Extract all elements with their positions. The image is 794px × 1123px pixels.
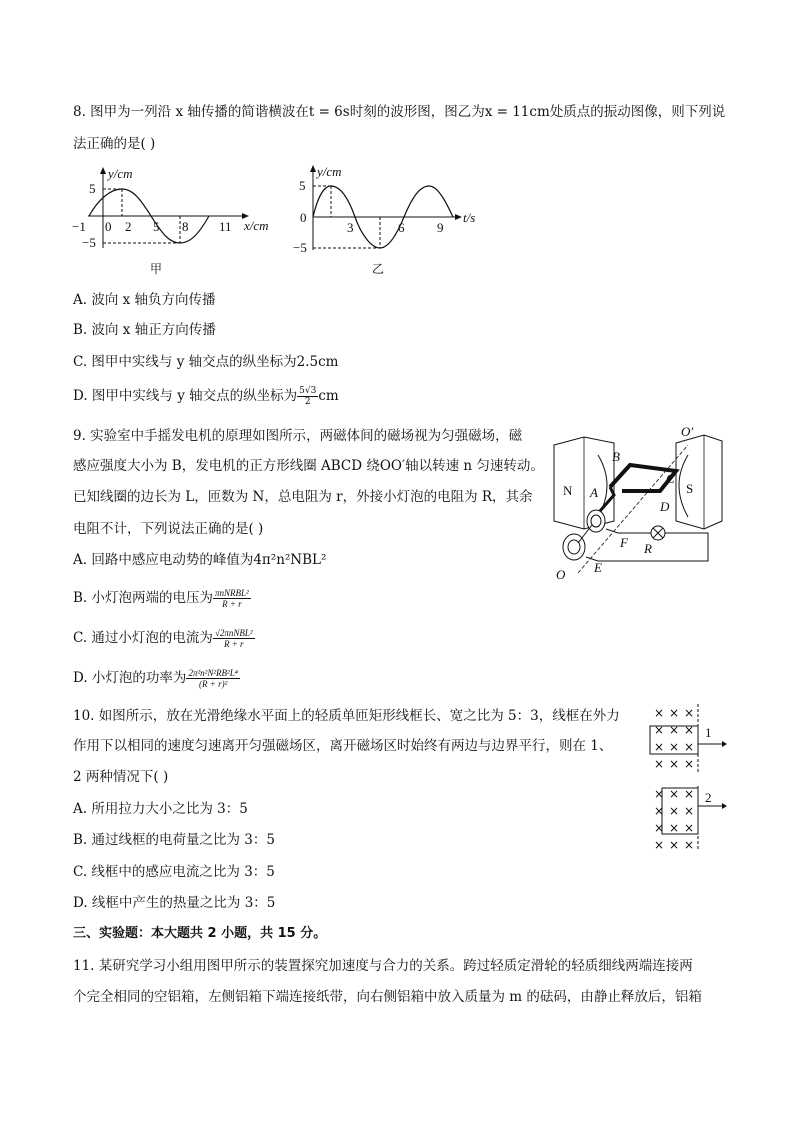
q11-stem-line1: 11. 某研究学习小组用图甲所示的装置探究加速度与合力的关系。跨过轻质定滑轮的轻质细线两端连接两 <box>73 958 693 974</box>
q8-stem-line2: 法正确的是( ) <box>73 136 156 152</box>
svg-text:A: A <box>590 485 598 500</box>
svg-text:×: × <box>669 706 680 720</box>
section-3-heading: 三、实验题：本大题共 2 小题，共 15 分。 <box>73 926 327 941</box>
q9-generator-figure <box>548 425 728 583</box>
svg-text:×: × <box>684 723 695 737</box>
jia-xtick-neg1: −1 <box>72 219 86 234</box>
q8-graph-yi <box>295 160 495 280</box>
yi-xlabel: t/s <box>463 210 476 225</box>
q8-option-d-unit: cm <box>318 388 339 404</box>
q10-option-d[interactable]: D. 线框中产生的热量之比为 3：5 <box>73 895 276 911</box>
svg-text:×: × <box>684 740 695 754</box>
yi-ytick-5: 5 <box>299 178 306 193</box>
yi-caption: 乙 <box>372 262 385 276</box>
jia-xtick-0: 0 <box>105 219 112 234</box>
svg-text:B: B <box>612 449 620 464</box>
svg-text:S: S <box>686 481 694 496</box>
yi-xtick-9: 9 <box>437 220 444 235</box>
svg-text:D: D <box>660 499 670 514</box>
jia-xtick-2: 2 <box>125 219 132 234</box>
svg-text:×: × <box>654 838 665 852</box>
svg-text:×: × <box>669 787 680 801</box>
q8-graph-jia <box>70 160 285 280</box>
yi-xtick-6: 6 <box>398 220 405 235</box>
svg-text:×: × <box>654 787 665 801</box>
svg-text:C: C <box>666 471 675 486</box>
svg-text:×: × <box>669 740 680 754</box>
q9-option-a[interactable]: A. 回路中感应电动势的峰值为4π²n²NBL² <box>73 552 327 568</box>
svg-text:E: E <box>594 560 602 575</box>
q9-option-b[interactable]: B. 小灯泡两端的电压为 $\frac{\text{πnNRBL²}}{R + r}$ <box>73 588 249 609</box>
q9-stem-line4: 电阻不计，下列说法正确的是( ) <box>73 521 264 537</box>
jia-xtick-5: 5 <box>153 219 160 234</box>
svg-text:×: × <box>654 821 665 835</box>
jia-ytick-neg5: −5 <box>82 235 96 250</box>
svg-text:×: × <box>669 723 680 737</box>
jia-ylabel: y/cm <box>108 166 133 181</box>
q10-option-b[interactable]: B. 通过线框的电荷量之比为 3：5 <box>73 832 275 848</box>
jia-xlabel: x/cm <box>244 218 269 233</box>
svg-text:N: N <box>563 483 573 498</box>
svg-text:R: R <box>644 541 652 556</box>
q9-option-d-fraction: $\frac{\text{2π²n²N²RB²L⁴}}{\text{(R + r)²}}$ <box>188 668 238 689</box>
yi-ylabel: y/cm <box>317 164 342 179</box>
svg-text:×: × <box>684 821 695 835</box>
jia-xtick-11: 11 <box>219 219 232 234</box>
jia-ytick-5: 5 <box>89 181 96 196</box>
jia-xtick-8: 8 <box>182 219 189 234</box>
q8-option-d-text: D. 图甲中实线与 y 轴交点的纵坐标为 <box>73 388 298 404</box>
q10-stem-line2: 作用下以相同的速度匀速离开匀强磁场区，离开磁场区时始终有两边与边界平行，则在 1、 <box>73 738 613 754</box>
q10-magnetic-field-figure <box>648 704 728 850</box>
q10-option-c[interactable]: C. 线框中的感应电流之比为 3：5 <box>73 864 275 880</box>
q8-option-a[interactable]: A. 波向 x 轴负方向传播 <box>73 292 216 308</box>
svg-text:×: × <box>654 723 665 737</box>
svg-text:×: × <box>654 804 665 818</box>
svg-text:F: F <box>620 535 628 550</box>
svg-text:O′: O′ <box>681 424 694 439</box>
jia-caption: 甲 <box>150 262 163 276</box>
svg-text:×: × <box>684 804 695 818</box>
q11-stem-line2: 个完全相同的空铝箱，左侧铝箱下端连接纸带，向右侧铝箱中放入质量为 m 的砝码，由静止释放后，铝箱 <box>73 989 702 1005</box>
q9-stem-line3: 已知线圈的边长为 L，匝数为 N，总电阻为 r，外接小灯泡的电阻为 R，其余 <box>73 489 533 505</box>
svg-text:×: × <box>669 757 680 771</box>
svg-text:×: × <box>669 838 680 852</box>
svg-text:×: × <box>684 838 695 852</box>
q10-option-a[interactable]: A. 所用拉力大小之比为 3：5 <box>73 801 248 817</box>
q9-option-d[interactable]: D. 小灯泡的功率为 $\frac{\text{2π²n²N²RB²L⁴}}{\text{(R + r)²}}$ <box>73 668 238 689</box>
svg-text:O: O <box>556 567 566 582</box>
q8-option-b[interactable]: B. 波向 x 轴正方向传播 <box>73 322 216 338</box>
yi-ytick-0: 0 <box>300 210 307 225</box>
q9-option-c-fraction: $\frac{\text{√2πnNBL²}}{R + r}$ <box>214 628 253 649</box>
svg-text:×: × <box>654 757 665 771</box>
svg-text:×: × <box>669 804 680 818</box>
svg-text:×: × <box>684 787 695 801</box>
q9-stem-line2: 感应强度大小为 B，发电机的正方形线圈 ABCD 绕OO′轴以转速 n 匀速转动。 <box>73 458 544 474</box>
svg-text:×: × <box>654 740 665 754</box>
svg-text:×: × <box>684 706 695 720</box>
q9-stem-line1: 9. 实验室中手摇发电机的原理如图所示，两磁体间的磁场视为匀强磁场，磁 <box>73 428 523 444</box>
yi-xtick-3: 3 <box>347 220 354 235</box>
magnet-s <box>676 435 722 529</box>
svg-text:×: × <box>669 821 680 835</box>
svg-text:1: 1 <box>705 725 712 740</box>
q8-stem-line1: 8. 图甲为一列沿 x 轴传播的简谐横波在t = 6s时刻的波形图，图乙为x = 11cm处质点的振动图像，则下列说 <box>73 104 726 120</box>
svg-text:×: × <box>684 757 695 771</box>
yi-ytick-neg5: −5 <box>293 240 307 255</box>
q8-option-d[interactable] <box>73 386 339 407</box>
q9-option-b-fraction: $\frac{\text{πnNRBL²}}{R + r}$ <box>215 588 249 609</box>
q10-stem-line3: 2 两种情况下( ) <box>73 769 169 785</box>
svg-text:2: 2 <box>705 790 712 805</box>
q8-option-c[interactable]: C. 图甲中实线与 y 轴交点的纵坐标为2.5cm <box>73 354 339 370</box>
svg-text:×: × <box>654 706 665 720</box>
q10-stem-line1: 10. 如图所示，放在光滑绝缘水平面上的轻质单匝矩形线框长、宽之比为 5：3，线框在外力 <box>73 708 620 724</box>
q8-option-d-fraction: $\frac{5√3}{2}$ <box>299 386 317 407</box>
q9-option-c[interactable]: C. 通过小灯泡的电流为 $\frac{\text{√2πnNBL²}}{R + r}$ <box>73 628 253 649</box>
